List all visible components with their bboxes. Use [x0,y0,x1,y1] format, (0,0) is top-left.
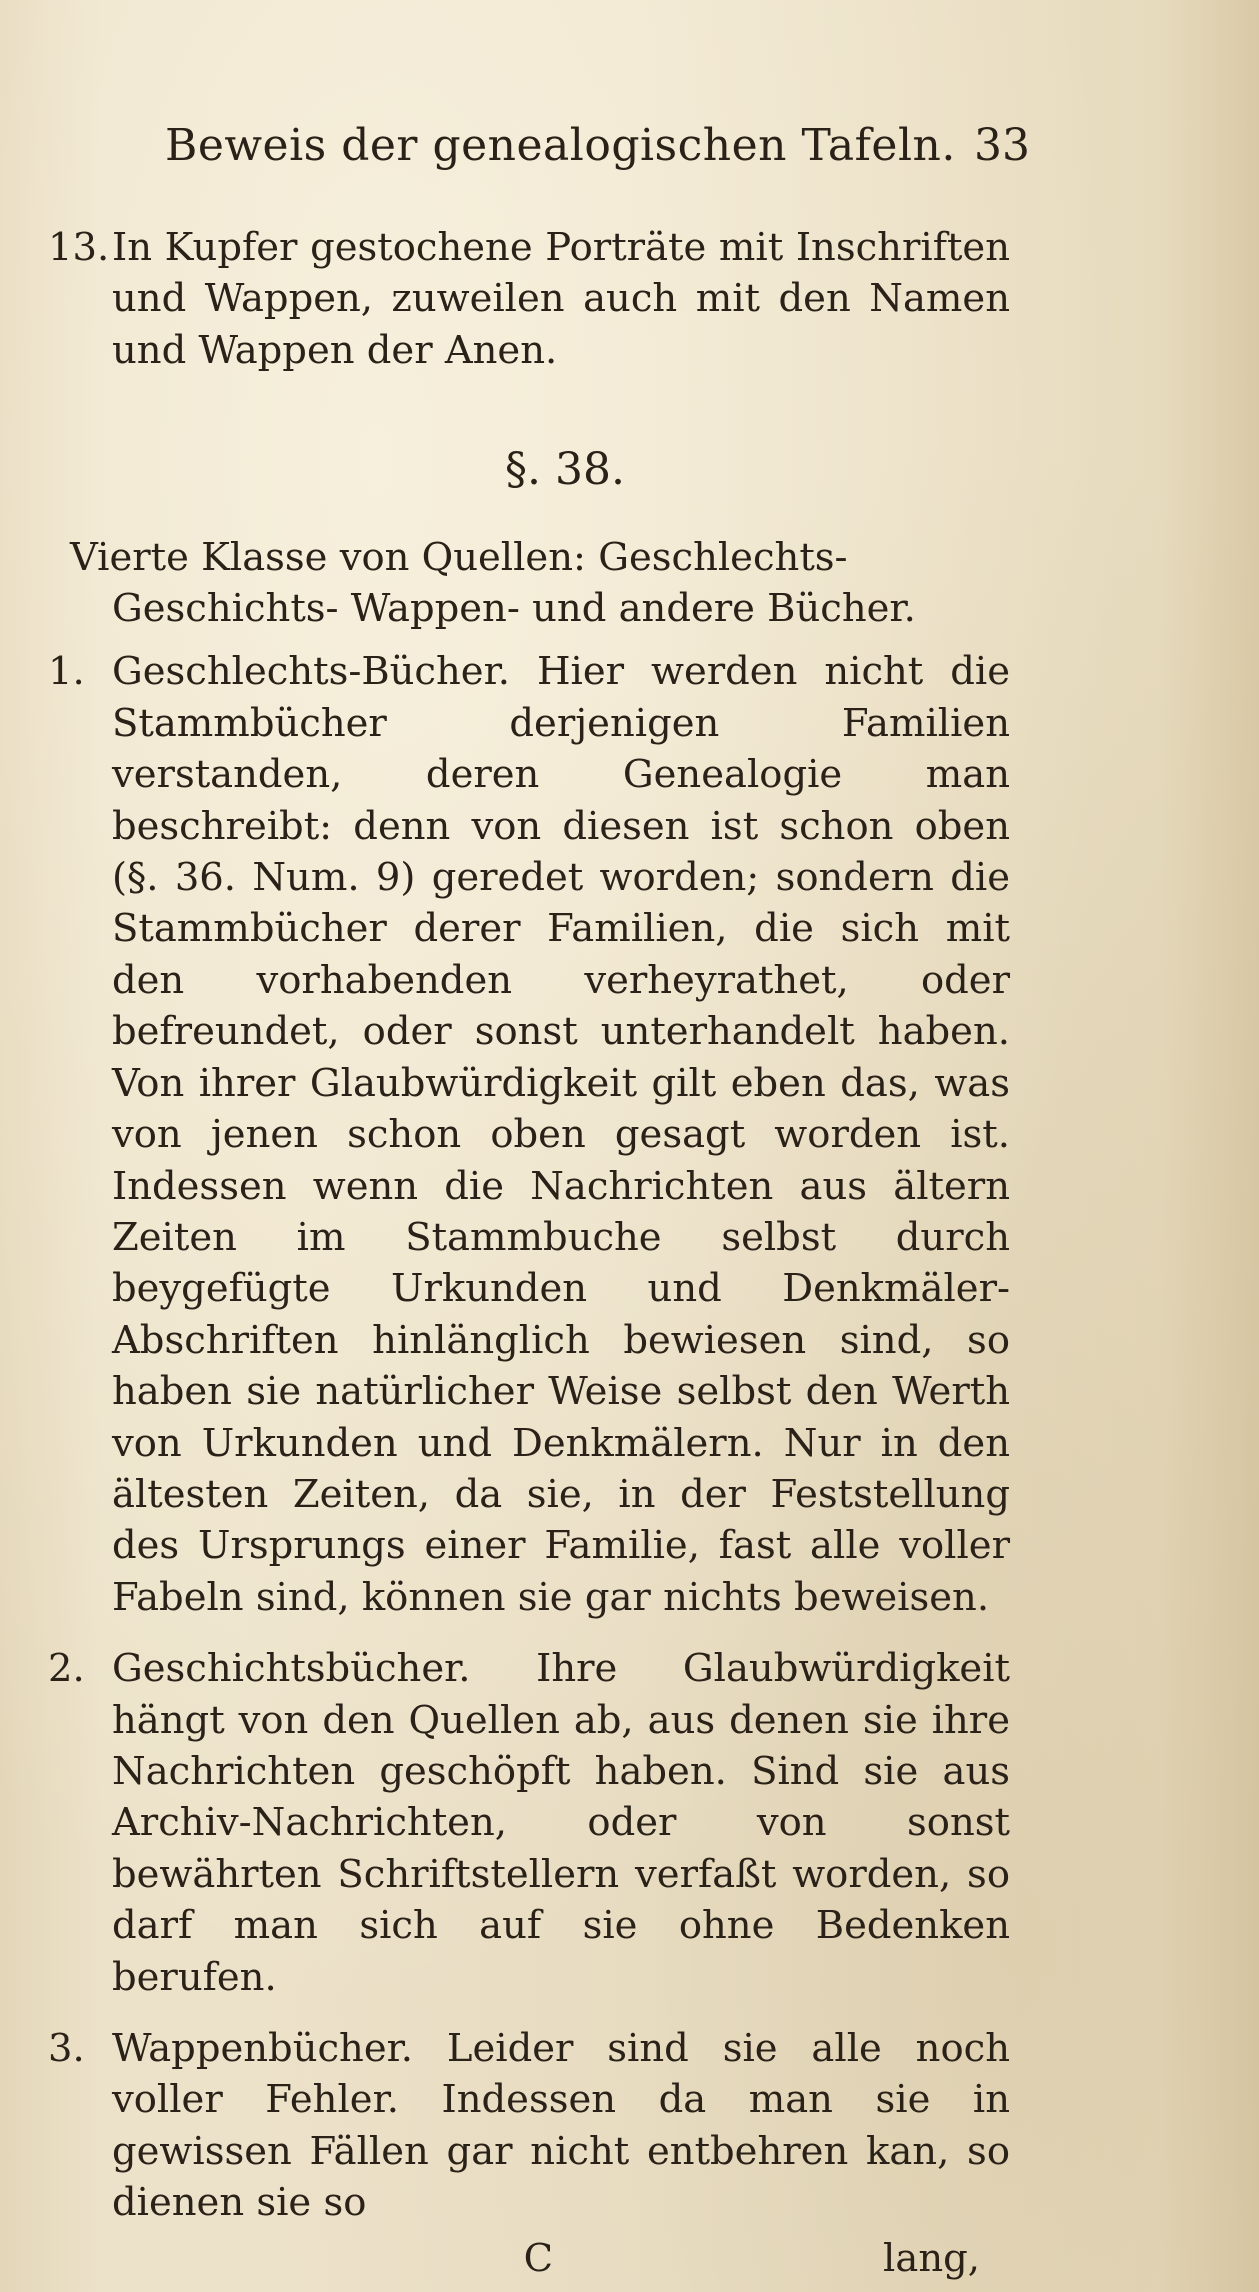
page-number: 33 [974,120,1030,171]
catchword: lang, [883,2235,980,2281]
signature-mark: C [523,2235,554,2281]
item-number: 1. [48,649,85,695]
item-number: 3. [48,2026,85,2071]
page-footer [70,2233,1010,2284]
list-item-2 [48,1643,1010,2003]
page-body [48,222,1010,2284]
item-text: Geschichtsbücher. Ihre Glaubwürdigkeit hängt von den Quellen ab, aus denen sie ihre Nachrichten geschöpft haben. Sind sie aus Archiv-Nachrichten, oder von sonst bewährten Schriftstellern verfaßt worden, so darf man sich auf sie ohne Bedenken berufen. [112,1646,1010,2000]
list-item-13 [48,222,1010,376]
running-header [140,120,1030,180]
running-title: Beweis der genealogischen Tafeln. [165,120,956,171]
item-number: 13. [48,225,110,270]
list-item-3 [48,2023,1010,2229]
item-text: In Kupfer gestochene Porträte mit Inschriften und Wappen, zuweilen auch mit den Namen und Wappen der Anen. [112,225,1010,373]
section-mark: §. 38. [505,444,625,496]
section-heading: Vierte Klasse von Quellen: Geschlechts- Geschichts- Wappen- und andere Bücher. [70,534,916,632]
item-text: Wappenbücher. Leider sind sie alle noch voller Fehler. Indessen da man sie in gewissen Fällen gar nicht entbehren kan, so dienen sie so [112,2026,1010,2226]
item-number: 2. [48,1646,85,1692]
list-item-1 [48,646,1010,1623]
item-text: Geschlechts-Bücher. Hier werden nicht die Stammbücher derjenigen Familien verstanden, deren Genealogie man beschreibt: denn von diesen ist schon oben (§. 36. Num. 9) geredet worden; sondern die Stammbücher derer Familien, die sich mit den vorhabenden verheyrathet, oder befreundet, oder sonst unterhandelt haben. Von ihrer Glaubwürdigkeit gilt eben das, was von jenen schon oben gesagt worden ist. Indessen wenn die Nachrichten aus ältern Zeiten im Stammbuche selbst durch beygefügte Urkunden und Denkmäler-Abschriften hinlänglich bewiesen sind, so haben sie natürlicher Weise selbst den Werth von Urkunden und Denkmälern. Nur in den ältesten Zeiten, da sie, in der Feststellung des Ursprungs einer Familie, fast alle voller Fabeln sind, können sie gar nichts beweisen. [112,649,1010,1620]
